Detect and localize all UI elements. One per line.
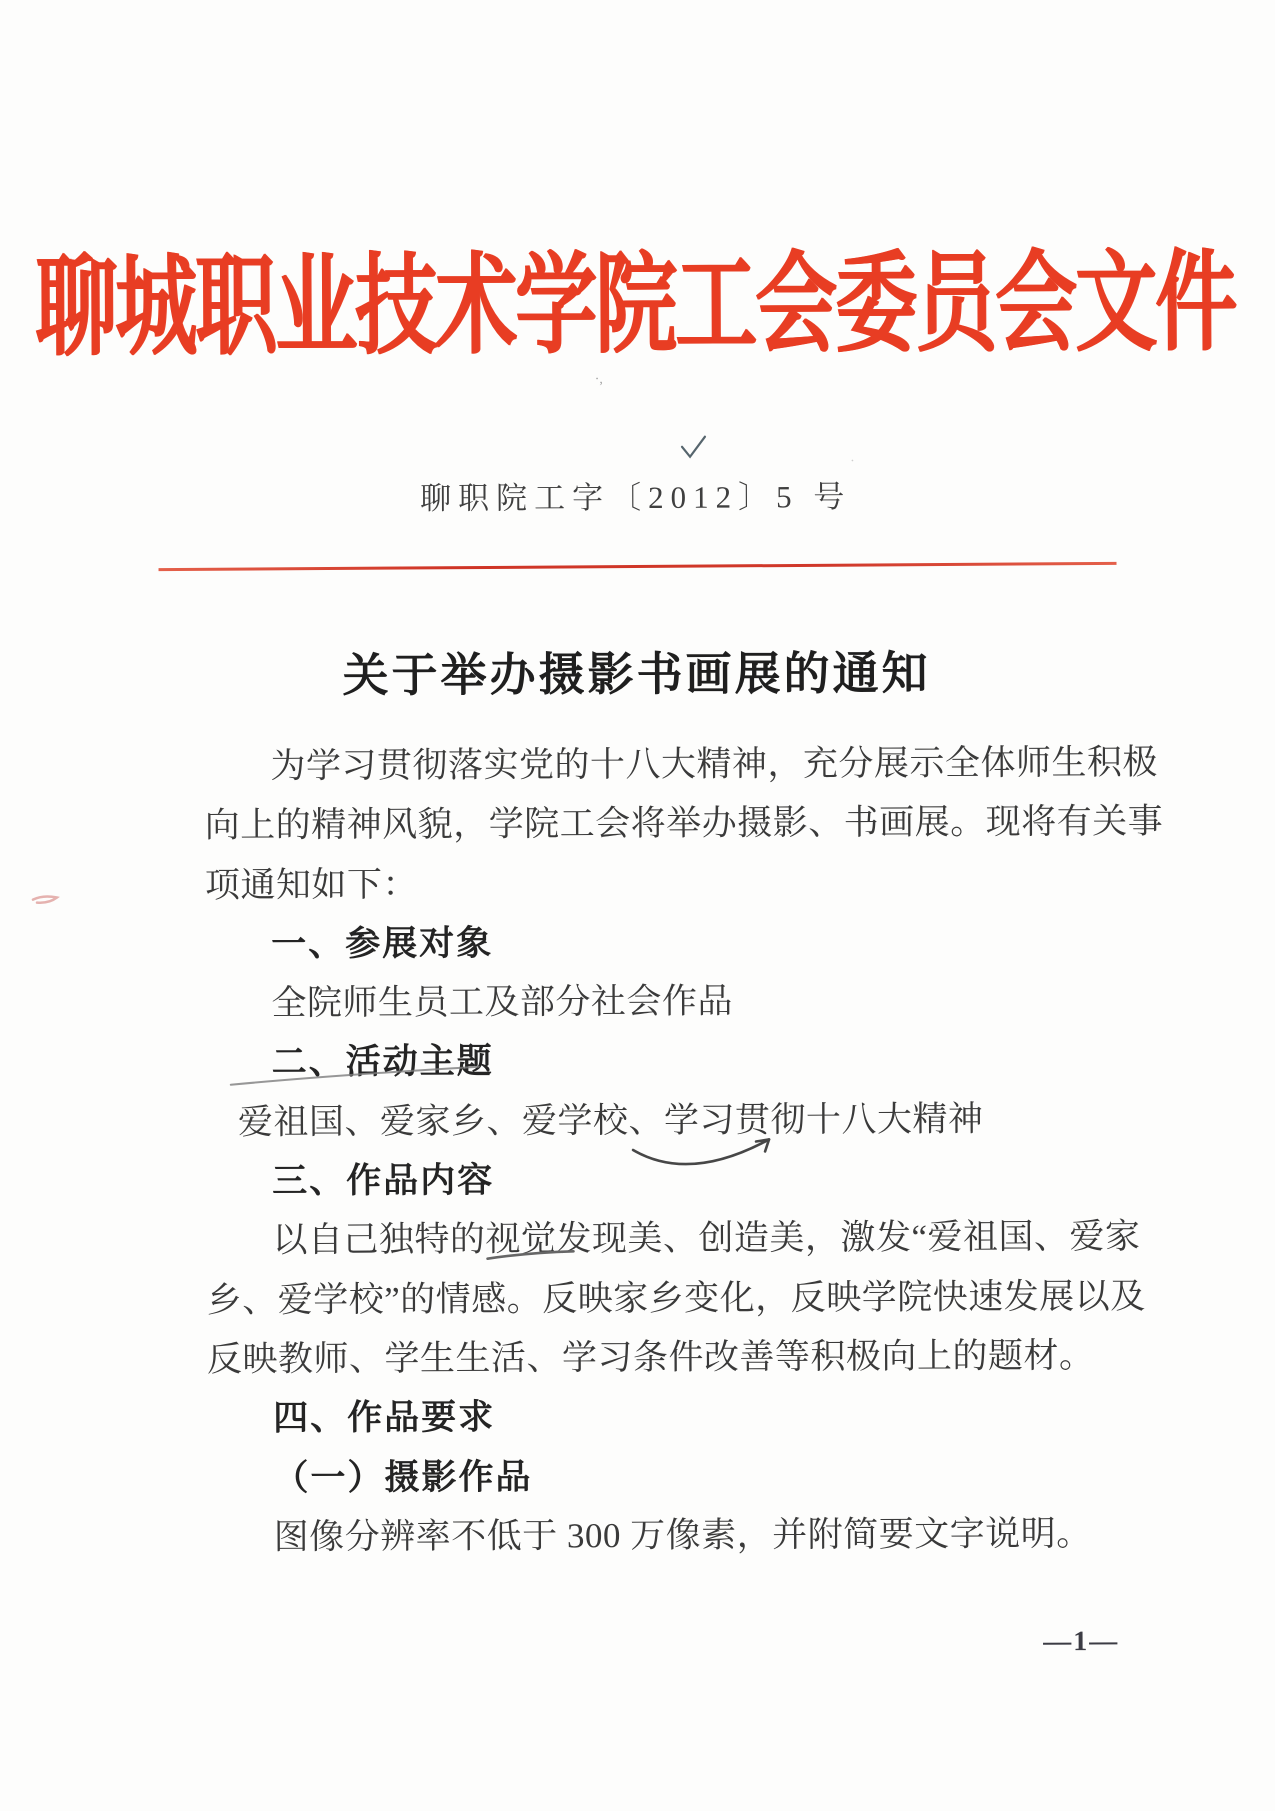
red-separator-line [159, 562, 1117, 571]
body-line: 二、活动主题 [271, 1042, 494, 1083]
body-line: 项通知如下： [204, 864, 419, 905]
agency-banner-title: 聊城职业技术学院工会委员会文件 [34, 242, 1236, 370]
body-text [204, 740, 1164, 1574]
body-line: 乡、爱学校”的情感。反映家乡变化，反映学院快速发展以及 [206, 1276, 1146, 1320]
body-line: 四、作品要求 [273, 1397, 496, 1438]
pen-check-mark [682, 437, 705, 457]
body-line: 以自己独特的视觉发现美、创造美，激发“爱祖国、爱家 [272, 1217, 1141, 1260]
body-line: 为学习贯彻落实党的十八大精神，充分展示全体师生积极 [270, 742, 1158, 786]
body-line: 爱祖国、爱家乡、爱学校、学习贯彻十八大精神 [237, 1099, 984, 1142]
body-line: 图像分辨率不低于 300 万像素，并附简要文字说明。 [273, 1513, 1092, 1557]
body-line: 向上的精神风貌，学院工会将举办摄影、书画展。现将有关事 [204, 802, 1164, 846]
body-line: 反映教师、学生生活、学习条件改善等积极向上的题材。 [206, 1335, 1095, 1379]
body-line: 一、参展对象 [271, 923, 494, 964]
red-margin-scribble [33, 896, 57, 902]
notice-title: 关于举办摄影书画展的通知 [342, 647, 931, 702]
scan-speck: ·, [594, 372, 603, 388]
scan-speck: · [850, 454, 855, 470]
body-line: 全院师生员工及部分社会作品 [271, 981, 734, 1023]
body-line: （一）摄影作品 [273, 1457, 533, 1498]
document-number: 聊职院工字〔2012〕5 号 [420, 479, 852, 516]
body-line: 三、作品内容 [272, 1160, 495, 1201]
page-number: —1— [1043, 1625, 1120, 1658]
